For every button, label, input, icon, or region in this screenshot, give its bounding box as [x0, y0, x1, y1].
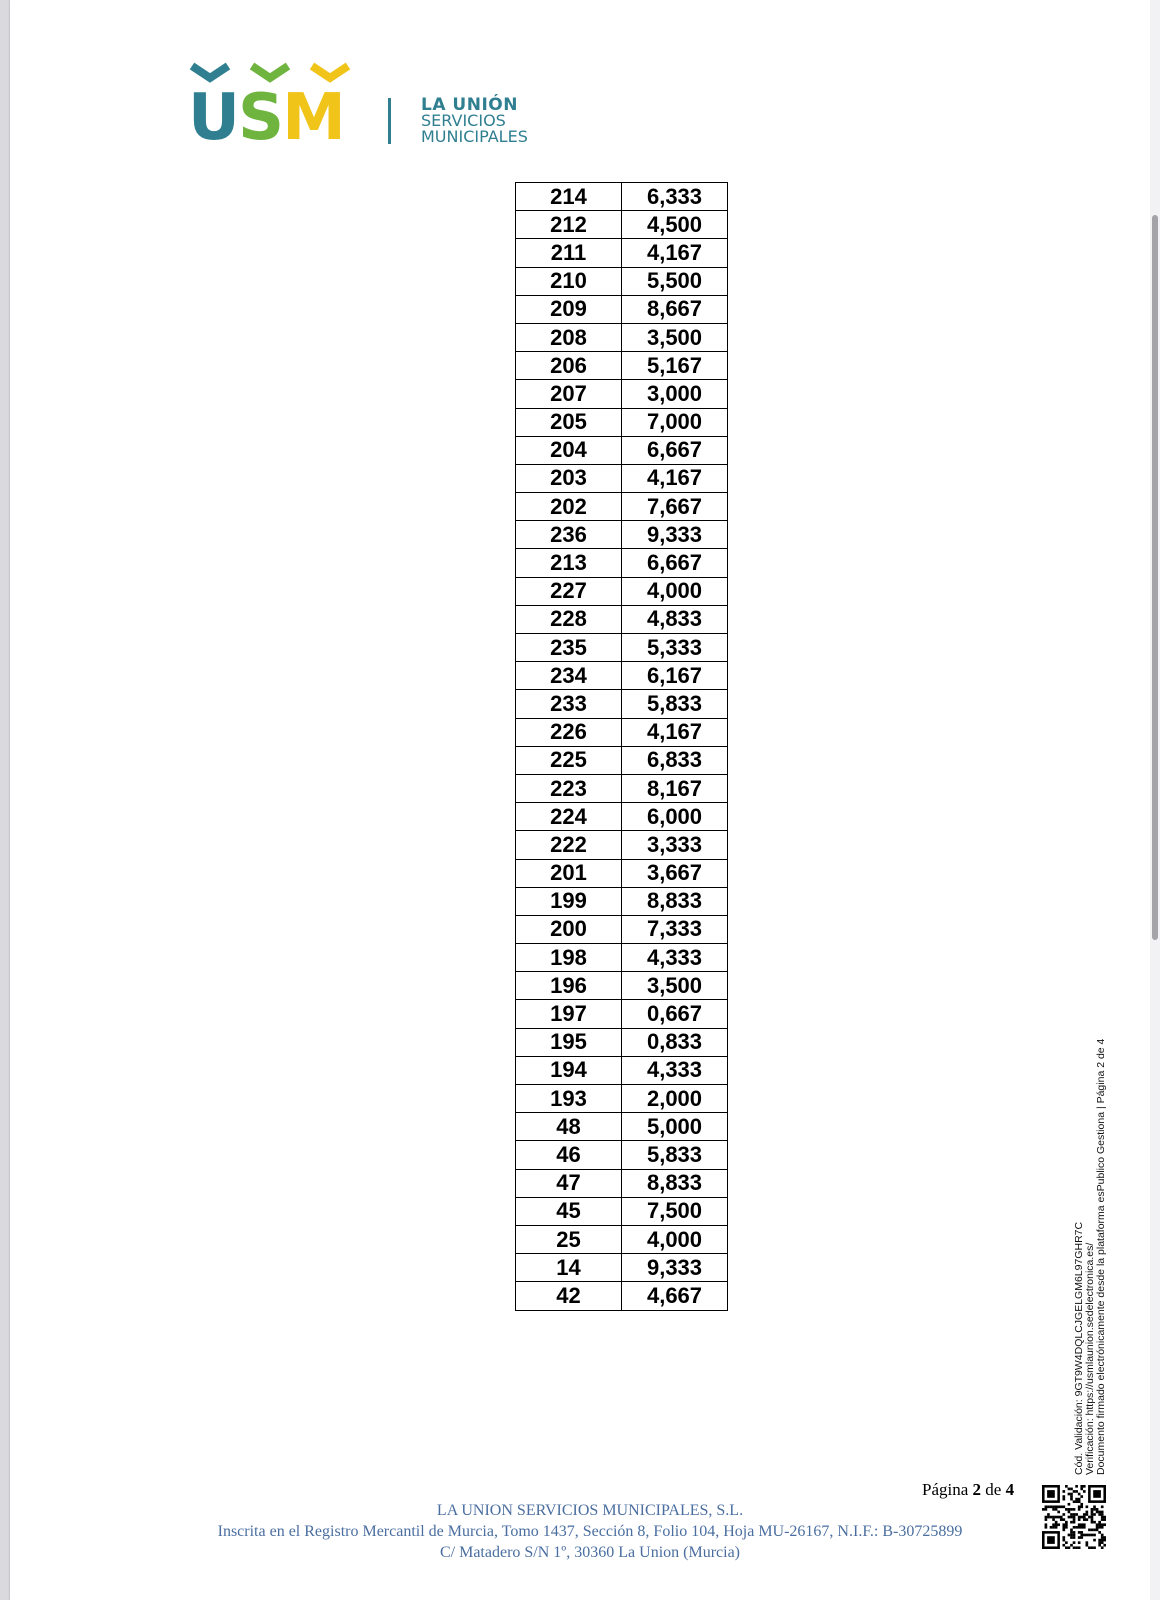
row-id-cell: 195: [516, 1028, 622, 1056]
table-row: [516, 464, 728, 492]
row-value-cell: 2,000: [622, 1085, 728, 1113]
row-value-cell: 6,667: [622, 549, 728, 577]
row-value-cell: 5,000: [622, 1113, 728, 1141]
row-id-cell: 14: [516, 1254, 622, 1282]
row-id-cell: 214: [516, 183, 622, 211]
logo-subtitle-line: SERVICIOS: [421, 111, 506, 130]
table-row: [516, 239, 728, 267]
row-value-cell: 0,833: [622, 1028, 728, 1056]
row-value-cell: 9,333: [622, 1254, 728, 1282]
table-row: [516, 746, 728, 774]
data-table: [515, 182, 728, 1311]
table-row: [516, 859, 728, 887]
row-value-cell: 5,500: [622, 267, 728, 295]
row-value-cell: 8,833: [622, 1169, 728, 1197]
row-id-cell: 196: [516, 972, 622, 1000]
row-value-cell: 4,333: [622, 944, 728, 972]
table-row: [516, 944, 728, 972]
row-id-cell: 225: [516, 746, 622, 774]
table-row: [516, 211, 728, 239]
table-row: [516, 577, 728, 605]
row-value-cell: 4,000: [622, 1225, 728, 1253]
row-id-cell: 47: [516, 1169, 622, 1197]
validation-side-text: [1074, 1039, 1107, 1475]
row-id-cell: 45: [516, 1197, 622, 1225]
row-value-cell: 7,000: [622, 408, 728, 436]
signature-note: Documento firmado electrónicamente desde la plataforma esPublico Gestiona | Página 2 de 4: [1095, 1038, 1107, 1475]
table-row: [516, 352, 728, 380]
row-id-cell: 197: [516, 1000, 622, 1028]
table-row: [516, 1028, 728, 1056]
row-value-cell: 4,000: [622, 577, 728, 605]
row-id-cell: 193: [516, 1085, 622, 1113]
row-value-cell: 5,167: [622, 352, 728, 380]
row-id-cell: 209: [516, 295, 622, 323]
logo-letter-s: S: [237, 81, 283, 155]
row-id-cell: 202: [516, 493, 622, 521]
table-row: [516, 1141, 728, 1169]
row-value-cell: 6,167: [622, 662, 728, 690]
row-value-cell: 6,333: [622, 183, 728, 211]
row-value-cell: 3,500: [622, 323, 728, 351]
row-value-cell: 5,833: [622, 690, 728, 718]
row-id-cell: 206: [516, 352, 622, 380]
row-id-cell: 204: [516, 436, 622, 464]
row-id-cell: 234: [516, 662, 622, 690]
row-value-cell: 9,333: [622, 521, 728, 549]
table-row: [516, 1254, 728, 1282]
row-id-cell: 223: [516, 774, 622, 802]
table-row: [516, 1000, 728, 1028]
table-row: [516, 1225, 728, 1253]
table-row: [516, 718, 728, 746]
row-id-cell: 48: [516, 1113, 622, 1141]
row-id-cell: 201: [516, 859, 622, 887]
logo-letter-m: M: [282, 81, 344, 155]
table-row: [516, 323, 728, 351]
table-row: [516, 183, 728, 211]
logo-divider: [388, 98, 391, 144]
row-value-cell: 6,833: [622, 746, 728, 774]
footer-company: LA UNION SERVICIOS MUNICIPALES, S.L.: [436, 1502, 744, 1519]
row-id-cell: 199: [516, 887, 622, 915]
logo-letter-u: U: [188, 81, 238, 155]
company-logo: [188, 62, 588, 155]
table-row: [516, 1056, 728, 1084]
row-id-cell: 233: [516, 690, 622, 718]
table-row: [516, 605, 728, 633]
table-row: [516, 662, 728, 690]
page-total: 4: [1005, 1480, 1015, 1499]
row-value-cell: 8,667: [622, 295, 728, 323]
row-id-cell: 25: [516, 1225, 622, 1253]
row-value-cell: 4,333: [622, 1056, 728, 1084]
table-row: [516, 1197, 728, 1225]
table-row: [516, 380, 728, 408]
row-value-cell: 4,667: [622, 1282, 728, 1310]
verification-url: Verificación: https://usmlaunion.sedelectronica.es/: [1084, 1242, 1096, 1475]
row-value-cell: 7,500: [622, 1197, 728, 1225]
table-row: [516, 521, 728, 549]
table-row: [516, 267, 728, 295]
table-row: [516, 295, 728, 323]
row-value-cell: 4,167: [622, 464, 728, 492]
document-page: [10, 0, 1150, 1600]
row-value-cell: 0,667: [622, 1000, 728, 1028]
row-value-cell: 4,500: [622, 211, 728, 239]
row-value-cell: 8,167: [622, 774, 728, 802]
validation-code: Cód. Validación: 9GT9W4DQLCJGELGM6L97GHR7C: [1073, 1221, 1085, 1475]
logo-letters: [188, 81, 344, 155]
scrollbar[interactable]: [1150, 0, 1160, 1600]
row-value-cell: 8,833: [622, 887, 728, 915]
qr-code-icon: [1042, 1485, 1106, 1549]
row-value-cell: 3,667: [622, 859, 728, 887]
table-row: [516, 690, 728, 718]
table-row: [516, 493, 728, 521]
table-row: [516, 549, 728, 577]
row-id-cell: 207: [516, 380, 622, 408]
table-row: [516, 1169, 728, 1197]
row-id-cell: 228: [516, 605, 622, 633]
table-row: [516, 915, 728, 943]
row-id-cell: 42: [516, 1282, 622, 1310]
row-id-cell: 198: [516, 944, 622, 972]
table-row: [516, 1282, 728, 1310]
row-value-cell: 7,333: [622, 915, 728, 943]
row-value-cell: 7,667: [622, 493, 728, 521]
row-id-cell: 210: [516, 267, 622, 295]
row-id-cell: 46: [516, 1141, 622, 1169]
table-row: [516, 831, 728, 859]
row-id-cell: 211: [516, 239, 622, 267]
scrollbar-thumb[interactable]: [1152, 215, 1158, 940]
logo-title: LA UNIÓN: [421, 95, 518, 115]
row-value-cell: 3,333: [622, 831, 728, 859]
row-id-cell: 213: [516, 549, 622, 577]
row-id-cell: 212: [516, 211, 622, 239]
row-id-cell: 224: [516, 803, 622, 831]
row-id-cell: 208: [516, 323, 622, 351]
table-row: [516, 1113, 728, 1141]
row-id-cell: 222: [516, 831, 622, 859]
row-value-cell: 4,833: [622, 605, 728, 633]
footer-address: C/ Matadero S/N 1º, 30360 La Union (Murcia): [439, 1544, 740, 1561]
table-row: [516, 972, 728, 1000]
table-row: [516, 803, 728, 831]
row-id-cell: 227: [516, 577, 622, 605]
logo-subtitle-line: MUNICIPALES: [421, 127, 528, 146]
page-prefix: Página: [922, 1480, 969, 1499]
row-value-cell: 3,000: [622, 380, 728, 408]
row-id-cell: 236: [516, 521, 622, 549]
table-row: [516, 774, 728, 802]
table-row: [516, 887, 728, 915]
row-id-cell: 226: [516, 718, 622, 746]
row-id-cell: 200: [516, 915, 622, 943]
table-row: [516, 634, 728, 662]
table-body: [516, 183, 728, 1311]
row-value-cell: 5,833: [622, 1141, 728, 1169]
logo-subtitle: [421, 113, 528, 145]
row-value-cell: 3,500: [622, 972, 728, 1000]
row-value-cell: 4,167: [622, 718, 728, 746]
table-row: [516, 436, 728, 464]
table-row: [516, 1085, 728, 1113]
row-value-cell: 4,167: [622, 239, 728, 267]
row-id-cell: 194: [516, 1056, 622, 1084]
footer-registry: Inscrita en el Registro Mercantil de Murcia, Tomo 1437, Sección 8, Folio 104, Hoja MU-26167, N.I.F.: B-30725899: [217, 1523, 963, 1540]
row-id-cell: 205: [516, 408, 622, 436]
page-number: [922, 1480, 1014, 1500]
page-separator: de: [985, 1480, 1002, 1499]
row-id-cell: 203: [516, 464, 622, 492]
row-value-cell: 6,667: [622, 436, 728, 464]
table-row: [516, 408, 728, 436]
row-value-cell: 5,333: [622, 634, 728, 662]
row-id-cell: 235: [516, 634, 622, 662]
page-current: 2: [972, 1480, 982, 1499]
footer: [180, 1500, 1000, 1563]
row-value-cell: 6,000: [622, 803, 728, 831]
